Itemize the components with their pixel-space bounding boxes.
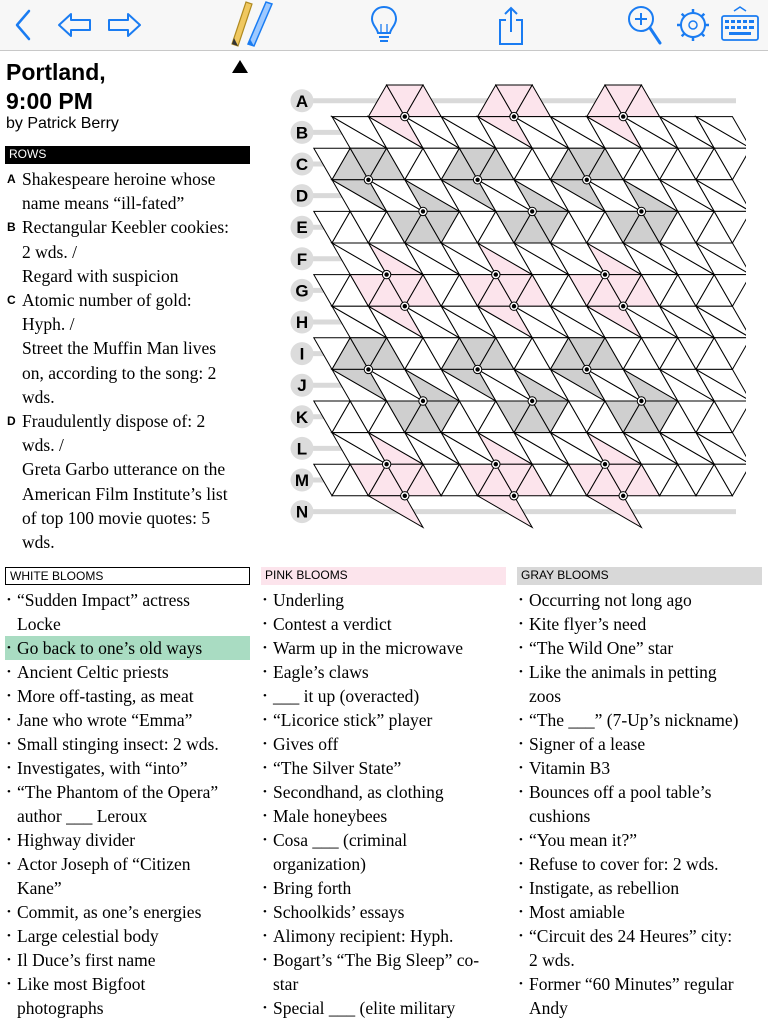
row-clue-letter: B (7, 220, 16, 235)
row-label-text: N (295, 502, 309, 522)
row-label-text: F (296, 249, 308, 269)
white-bloom-clue[interactable]: • Commit, as one’s energies (5, 900, 250, 924)
pink-bloom-clue[interactable]: • Special ___ (elite military (261, 996, 506, 1020)
pink-blooms-heading: PINK BLOOMS (261, 567, 506, 585)
row-label-h[interactable] (291, 311, 314, 334)
row-label-l[interactable] (291, 437, 314, 460)
bloom-center-dot-inner (621, 114, 625, 118)
bloom-center-dot-inner (530, 209, 534, 213)
pink-bloom-clue[interactable]: • Contest a verdict (261, 612, 506, 636)
gray-bloom-clue[interactable]: • Bounces off a pool table’s cushions (517, 780, 762, 828)
pink-bloom-clue[interactable]: • Cosa ___ (criminal organization) (261, 828, 506, 876)
pink-bloom-clue[interactable]: • Warm up in the microwave (261, 636, 506, 660)
row-label-text: M (294, 471, 310, 490)
row-label-k[interactable] (291, 405, 314, 428)
redo-arrow-icon[interactable] (104, 0, 144, 50)
row-label-f[interactable] (291, 247, 314, 270)
row-clue-text: Greta Garbo utterance on the (22, 459, 226, 480)
pink-bloom-clue[interactable]: • Gives off (261, 732, 506, 756)
row-clue-letter: D (7, 414, 16, 429)
pink-bloom-clue[interactable]: • Alimony recipient: Hyph. (261, 924, 506, 948)
gray-bloom-clue[interactable]: • Occurring not long ago (517, 588, 762, 612)
bloom-center-dot-inner (512, 494, 516, 498)
bloom-center-dot-inner (621, 304, 625, 308)
row-clue-d[interactable] (5, 409, 253, 552)
row-clue-text: American Film Institute’s list (22, 483, 228, 504)
row-clue-text: wds. / (22, 435, 64, 456)
gray-bloom-clue[interactable]: • Kite flyer’s need (517, 612, 762, 636)
rows-clue-list[interactable] (5, 167, 253, 552)
pink-bloom-clue[interactable]: • ___ it up (overacted) (261, 684, 506, 708)
pink-bloom-clue[interactable]: • Schoolkids’ essays (261, 900, 506, 924)
gray-bloom-clue[interactable]: • Most amiable (517, 900, 762, 924)
lightbulb-icon[interactable] (366, 0, 402, 50)
bloom-center-dot-inner (494, 462, 498, 466)
row-label-a[interactable] (291, 89, 314, 112)
row-label-c[interactable] (291, 153, 314, 176)
zoom-in-icon[interactable] (624, 0, 664, 50)
row-clue-text: on, according to the song: 2 (22, 362, 217, 383)
pink-blooms-column (261, 567, 506, 1020)
white-bloom-clue[interactable]: • Highway divider (5, 828, 250, 852)
row-label-text: K (295, 407, 309, 427)
gray-bloom-clue[interactable]: • “You mean it?” (517, 828, 762, 852)
row-label-text: J (297, 376, 307, 396)
row-clue-letter: C (7, 293, 16, 308)
row-clue-text: Regard with suspicion (22, 265, 179, 286)
bloom-center-dot-inner (475, 178, 479, 182)
row-label-d[interactable] (291, 184, 314, 207)
pink-bloom-clue[interactable]: • Bogart’s “The Big Sleep” co- star (261, 948, 506, 996)
bloom-center-dot-inner (639, 399, 643, 403)
white-blooms-heading: WHITE BLOOMS (5, 567, 250, 585)
row-label-text: G (295, 281, 309, 301)
row-label-text: D (295, 186, 309, 206)
row-clue-text: wds. (22, 532, 55, 552)
puzzle-title: Portland, 9:00 PM (6, 59, 106, 114)
pink-blooms-list (261, 588, 506, 1020)
bloom-center-dot-inner (639, 209, 643, 213)
row-label-g[interactable] (291, 279, 314, 302)
bloom-center-dot-inner (403, 494, 407, 498)
row-label-m[interactable] (291, 469, 314, 492)
row-label-text: I (299, 344, 305, 364)
row-label-text: L (296, 439, 308, 459)
white-bloom-clue[interactable]: • Il Duce’s first name (5, 948, 250, 972)
white-bloom-clue[interactable]: • “Sudden Impact” actress Locke (5, 588, 250, 636)
white-bloom-clue[interactable]: • Like most Bigfoot photographs (5, 972, 250, 1020)
white-blooms-list (5, 588, 250, 1020)
bloom-center-dot-inner (512, 114, 516, 118)
rows-heading: ROWS (5, 146, 250, 164)
pink-bloom-clue[interactable]: • Eagle’s claws (261, 660, 506, 684)
bloom-center-dot-inner (603, 272, 607, 276)
row-label-n[interactable] (291, 500, 314, 523)
row-clue-text: 2 wds. / (22, 241, 77, 262)
puzzle-grid[interactable] (286, 78, 746, 534)
share-icon[interactable] (492, 0, 530, 50)
bloom-center-dot-inner (403, 304, 407, 308)
row-label-b[interactable] (291, 121, 314, 144)
undo-arrow-icon[interactable] (56, 0, 94, 50)
pink-bloom-clue[interactable]: • Secondhand, as clothing (261, 780, 506, 804)
gray-bloom-clue[interactable]: • Instigate, as rebellion (517, 876, 762, 900)
white-bloom-clue[interactable]: • “The Phantom of the Opera” author ___ Leroux (5, 780, 250, 828)
white-blooms-column (5, 567, 250, 1020)
row-clue-letter: A (7, 172, 16, 186)
puzzle-author: by Patrick Berry (6, 115, 119, 132)
white-bloom-clue[interactable]: • More off-tasting, as meat (5, 684, 250, 708)
white-bloom-clue[interactable]: • Small stinging insect: 2 wds. (5, 732, 250, 756)
gray-bloom-clue[interactable]: • Former “60 Minutes” regular Andy (517, 972, 762, 1020)
toolbar (0, 0, 768, 51)
row-label-i[interactable] (291, 342, 314, 365)
bloom-center-dot-inner (421, 399, 425, 403)
bloom-center-dot-inner (494, 272, 498, 276)
row-clue-text: wds. (22, 386, 55, 407)
pink-bloom-clue[interactable]: • Underling (261, 588, 506, 612)
pink-bloom-clue[interactable]: • “Licorice stick” player (261, 708, 506, 732)
row-label-text: H (295, 313, 309, 332)
collapse-arrow-icon[interactable] (232, 60, 248, 78)
settings-gear-icon[interactable] (674, 0, 712, 50)
gray-bloom-clue[interactable]: • “The Wild One” star (517, 636, 762, 660)
pencil-pen-icon[interactable] (224, 0, 280, 50)
bloom-center-dot-inner (384, 462, 388, 466)
row-label-text: C (295, 155, 309, 174)
gray-bloom-clue[interactable]: • Signer of a lease (517, 732, 762, 756)
bloom-center-dot-inner (621, 494, 625, 498)
back-chevron-icon[interactable] (8, 0, 38, 50)
white-bloom-clue[interactable]: • Investigates, with “into” (5, 756, 250, 780)
row-clue-text: of top 100 movie quotes: 5 (22, 507, 211, 528)
white-bloom-clue[interactable]: • Ancient Celtic priests (5, 660, 250, 684)
row-clue-text: Shakespeare heroine whose (22, 169, 216, 189)
row-clue-c[interactable] (5, 288, 253, 409)
bloom-center-dot-inner (403, 114, 407, 118)
row-label-text: E (296, 218, 308, 238)
pink-bloom-clue[interactable]: • Bring forth (261, 876, 506, 900)
row-label-text: B (295, 123, 309, 143)
row-label-j[interactable] (291, 374, 314, 397)
pink-bloom-clue[interactable]: • Male honeybees (261, 804, 506, 828)
bloom-center-dot-inner (530, 399, 534, 403)
row-clue-text: Atomic number of gold: (22, 290, 192, 311)
white-bloom-clue[interactable]: • Actor Joseph of “Citizen Kane” (5, 852, 250, 900)
gray-blooms-heading: GRAY BLOOMS (517, 567, 762, 585)
bloom-center-dot-inner (421, 209, 425, 213)
row-clue-text: Rectangular Keebler cookies: (22, 217, 229, 238)
gray-bloom-clue[interactable]: • “Circuit des 24 Heures” city: 2 wds. (517, 924, 762, 972)
pink-bloom-clue[interactable]: • “The Silver State” (261, 756, 506, 780)
bloom-center-dot-inner (366, 367, 370, 371)
row-clue-text: name means “ill-fated” (22, 193, 185, 214)
bloom-center-dot-inner (366, 178, 370, 182)
bloom-center-dot-inner (585, 178, 589, 182)
gray-blooms-column (517, 567, 762, 1020)
white-bloom-clue[interactable]: • Large celestial body (5, 924, 250, 948)
row-clue-text: Hyph. / (22, 314, 75, 335)
row-label-e[interactable] (291, 216, 314, 239)
row-clue-a[interactable] (5, 167, 253, 215)
gray-bloom-clue[interactable]: • Like the animals in petting zoos (517, 660, 762, 708)
white-bloom-clue[interactable]: • Jane who wrote “Emma” (5, 708, 250, 732)
gray-blooms-list (517, 588, 762, 1020)
bloom-center-dot-inner (585, 367, 589, 371)
row-clue-text: Street the Muffin Man lives (22, 338, 217, 359)
gray-bloom-clue[interactable]: • Vitamin B3 (517, 756, 762, 780)
bloom-center-dot-inner (475, 367, 479, 371)
row-clue-b[interactable] (5, 215, 253, 288)
gray-bloom-clue[interactable]: • Refuse to cover for: 2 wds. (517, 852, 762, 876)
gray-bloom-clue[interactable]: • “The ___” (7-Up’s nickname) (517, 708, 762, 732)
row-label-text: A (295, 91, 309, 111)
bloom-center-dot-inner (603, 462, 607, 466)
keyboard-icon[interactable] (718, 0, 762, 50)
white-bloom-clue[interactable]: • Go back to one’s old ways (5, 636, 250, 660)
row-clue-text: Fraudulently dispose of: 2 (22, 411, 206, 432)
bloom-center-dot-inner (512, 304, 516, 308)
bloom-center-dot-inner (384, 272, 388, 276)
